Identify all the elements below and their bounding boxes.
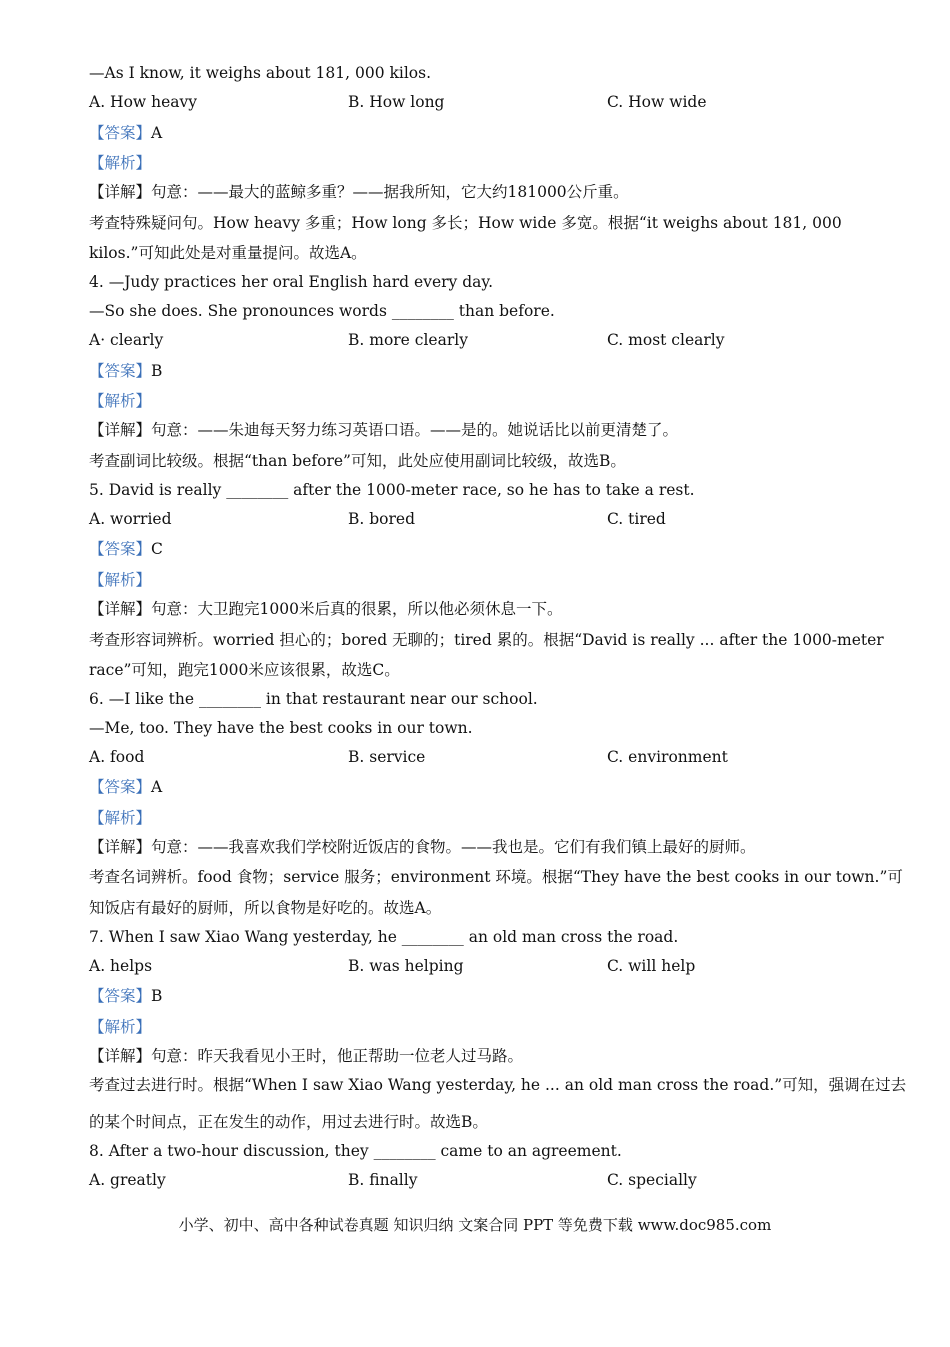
answer-value: B (151, 987, 163, 1005)
q5-explanation-1: 考查形容词辨析。worried 担心的；bored 无聊的；tired 累的。根据“David is really ... after the 1000-meter (89, 631, 884, 649)
q5-detail: 【详解】句意：大卫跑完1000米后真的很累，所以他必须休息一下。 (89, 600, 563, 618)
q3-explanation-1: 考查特殊疑问句。How heavy 多重；How long 多长；How wide 多宽。根据“it weighs about 181, 000 (89, 214, 842, 232)
q4-question-2: —So she does. She pronounces words ________ than before. (89, 302, 555, 320)
q4-analysis-tag: 【解析】 (89, 392, 152, 410)
answer-tag: 【答案】 (89, 540, 152, 558)
q4-option-b: B. more clearly (348, 331, 468, 349)
q5-answer (89, 539, 163, 559)
page-footer: 小学、初中、高中各种试卷真题 知识归纳 文案合同 PPT 等免费下载 www.doc985.com (178, 1216, 772, 1234)
q7-answer (89, 986, 162, 1006)
answer-tag: 【答案】 (89, 778, 152, 796)
q6-explanation-2: 知饭店有最好的厨师，所以食物是好吃的。故选A。 (89, 899, 442, 917)
q5-option-c: C. tired (607, 510, 666, 528)
q4-option-a: A· clearly (89, 331, 164, 349)
q3-explanation-2: kilos.”可知此处是对重量提问。故选A。 (89, 244, 367, 262)
q7-option-a: A. helps (89, 957, 153, 975)
answer-value: A (151, 778, 163, 796)
q7-option-c: C. will help (607, 957, 696, 975)
q6-option-c: C. environment (607, 748, 728, 766)
q7-explanation-2: 的某个时间点，正在发生的动作，用过去进行时。故选B。 (89, 1113, 488, 1131)
q3-analysis-tag: 【解析】 (89, 154, 152, 172)
q6-answer (89, 777, 162, 797)
q7-option-b: B. was helping (348, 957, 464, 975)
q6-option-a: A. food (89, 748, 145, 766)
q7-question-1: 7. When I saw Xiao Wang yesterday, he ________ an old man cross the road. (89, 928, 679, 946)
q3-option-a: A. How heavy (89, 93, 198, 111)
q5-option-a: A. worried (89, 510, 172, 528)
q3-question-line: —As I know, it weighs about 181, 000 kilos. (89, 64, 432, 82)
q7-explanation-1: 考查过去进行时。根据“When I saw Xiao Wang yesterday, he ... an old man cross the road.”可知，强调在过去 (89, 1076, 907, 1094)
answer-tag: 【答案】 (89, 362, 152, 380)
answer-tag: 【答案】 (89, 124, 152, 142)
q6-analysis-tag: 【解析】 (89, 809, 152, 827)
answer-value: C (151, 540, 163, 558)
q4-answer (89, 361, 162, 381)
q8-option-a: A. greatly (89, 1171, 166, 1189)
q6-question-1: 6. —I like the ________ in that restaurant near our school. (89, 690, 538, 708)
answer-value: A (151, 124, 163, 142)
q7-detail: 【详解】句意：昨天我看见小王时，他正帮助一位老人过马路。 (89, 1047, 524, 1065)
q8-question-1: 8. After a two-hour discussion, they ________ came to an agreement. (89, 1142, 622, 1160)
q3-option-b: B. How long (348, 93, 445, 111)
q8-option-b: B. finally (348, 1171, 418, 1189)
q6-detail: 【详解】句意：——我喜欢我们学校附近饭店的食物。——我也是。它们有我们镇上最好的厨师。 (89, 838, 756, 856)
q6-option-b: B. service (348, 748, 426, 766)
q6-explanation-1: 考查名词辨析。food 食物；service 服务；environment 环境。根据“They have the best cooks in our town.”可 (89, 868, 903, 886)
q4-option-c: C. most clearly (607, 331, 725, 349)
q3-detail: 【详解】句意：——最大的蓝鲸多重？——据我所知，它大约181000公斤重。 (89, 183, 629, 201)
answer-tag: 【答案】 (89, 987, 152, 1005)
q4-explanation-1: 考查副词比较级。根据“than before”可知，此处应使用副词比较级，故选B。 (89, 452, 626, 470)
q7-analysis-tag: 【解析】 (89, 1018, 152, 1036)
q4-question-1: 4. —Judy practices her oral English hard every day. (89, 273, 494, 291)
q3-option-c: C. How wide (607, 93, 707, 111)
q8-option-c: C. specially (607, 1171, 697, 1189)
q5-question-1: 5. David is really ________ after the 1000-meter race, so he has to take a rest. (89, 481, 695, 499)
q6-question-2: —Me, too. They have the best cooks in our town. (89, 719, 473, 737)
answer-value: B (151, 362, 163, 380)
q5-option-b: B. bored (348, 510, 416, 528)
q5-explanation-2: race”可知，跑完1000米应该很累，故选C。 (89, 661, 400, 679)
q3-answer (89, 123, 162, 143)
q5-analysis-tag: 【解析】 (89, 571, 152, 589)
q4-detail: 【详解】句意：——朱迪每天努力练习英语口语。——是的。她说话比以前更清楚了。 (89, 421, 679, 439)
